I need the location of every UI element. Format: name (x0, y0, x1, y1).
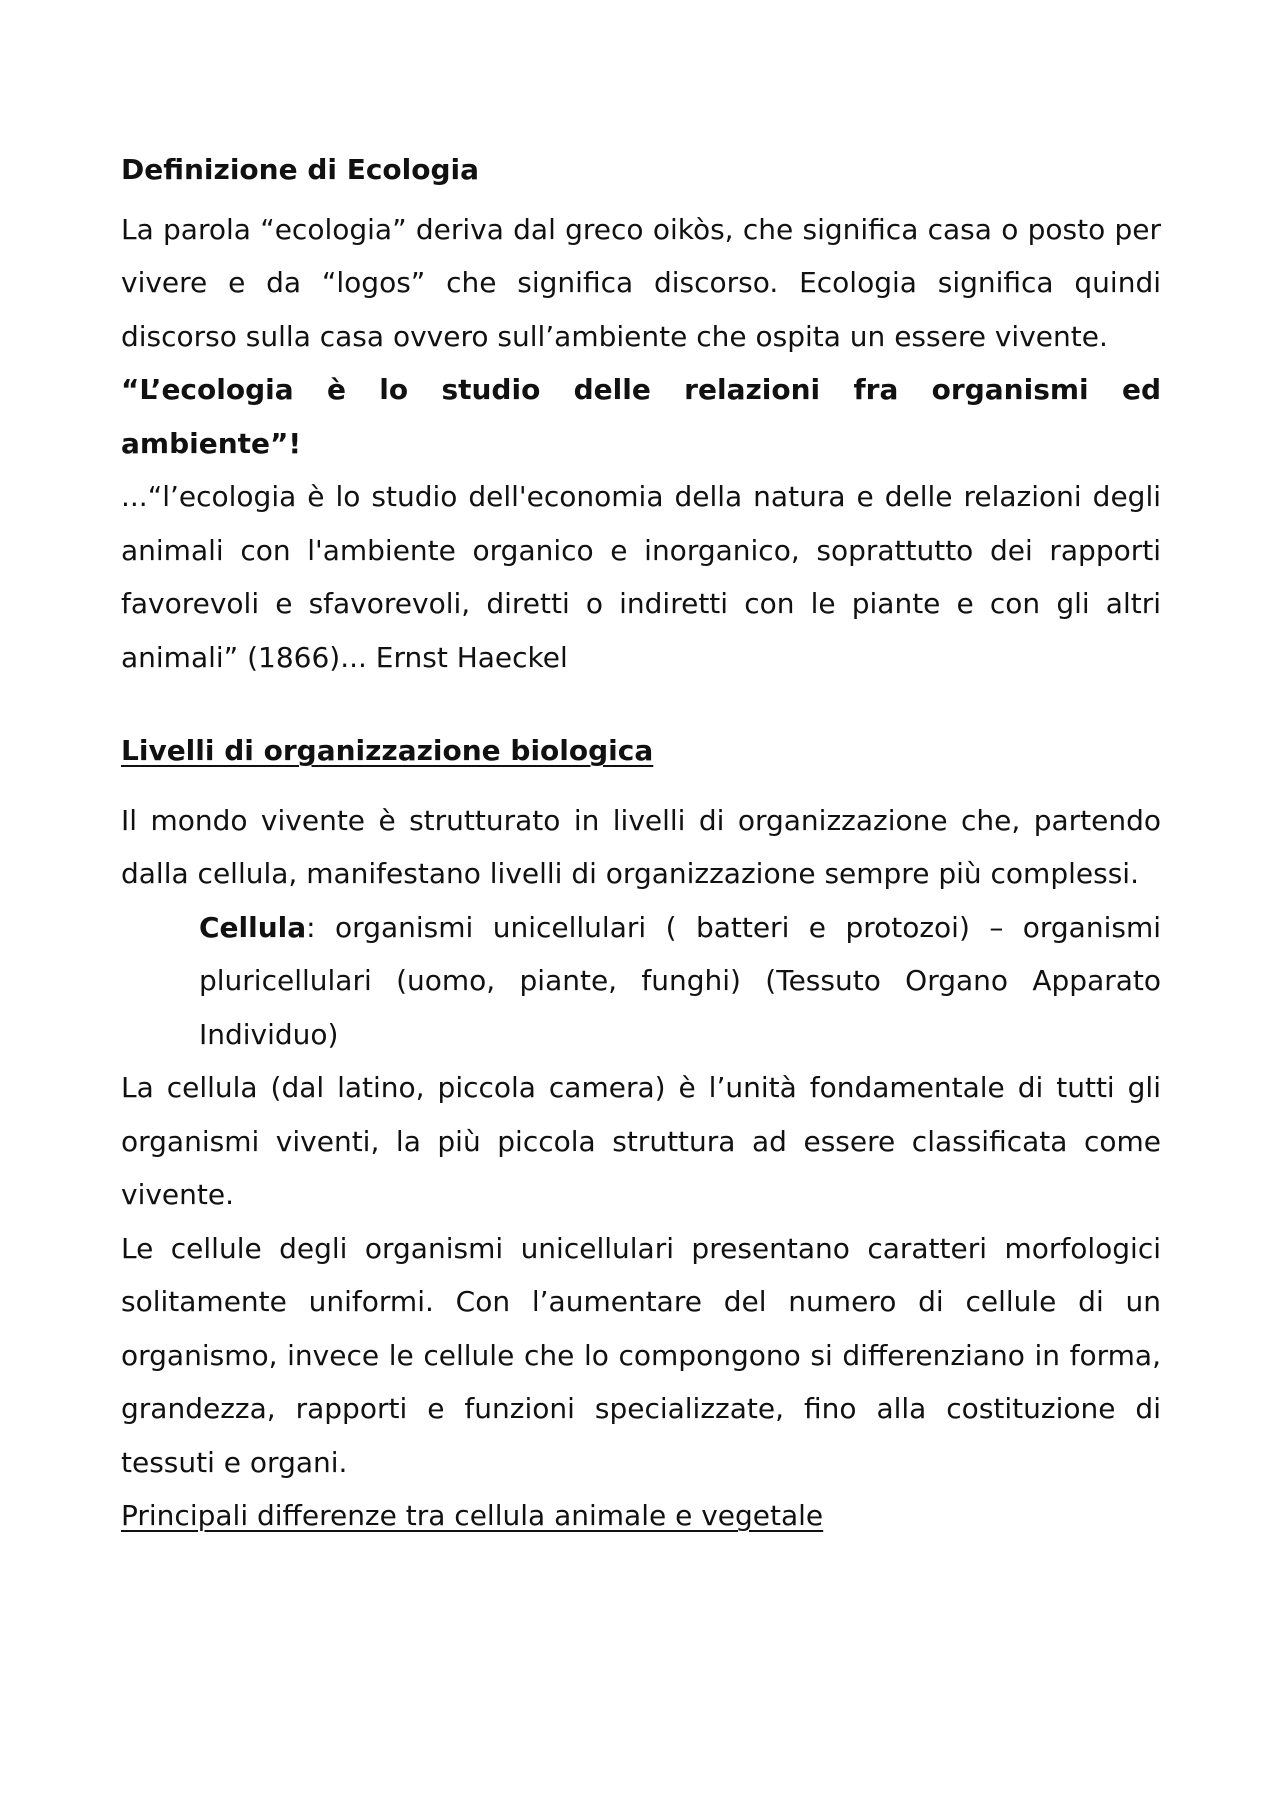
paragraph-levels-intro: Il mondo vivente è strutturato in livelli di organizzazione che, partendo dalla cellula, manifestano livelli di organizzazione sempre più complessi. (121, 803, 1161, 890)
section-title-biological-levels: Livelli di organizzazione biologica (121, 734, 654, 767)
paragraph-haeckel-quote: ...“l’ecologia è lo studio dell'economia della natura e delle relazioni degli animali con l'ambiente organico e inorganico, soprattutto dei rapporti favorevoli e sfavorevoli, diretti o indiretti con le piante e con gli altri animali” (1866)... Ernst Haeckel (121, 480, 1161, 674)
paragraph-etymology: La parola “ecologia” deriva dal greco oikòs, che significa casa o posto per vivere e da “logos” che significa discorso. Ecologia significa quindi discorso sulla casa ovvero sull’ambiente che ospita un essere vivente. (121, 212, 1161, 353)
section-spacer (121, 684, 1161, 724)
cell-level-text: : organismi unicellulari ( batteri e protozoi) – organismi pluricellulari (uomo, piante, funghi) (Tessuto Organo Apparato Individuo) (199, 910, 1161, 1051)
document-page (121, 143, 1161, 1543)
paragraph-cell-differentiation: Le cellule degli organismi unicellulari presentano caratteri morfologici solitamente uniformi. Con l’aumentare del numero di cellule di un organismo, invece le cellule che lo compongono si differenziano in forma, grandezza, rapporti e funzioni specializzate, fino alla costituzione di tessuti e organi. (121, 1231, 1161, 1479)
cell-label: Cellula (199, 910, 307, 944)
bold-quote-ecology: “L’ecologia è lo studio delle relazioni fra organismi ed ambiente”! (121, 373, 1161, 460)
section-title-ecology-definition: Definizione di Ecologia (121, 153, 480, 186)
subheading-animal-vs-plant-cell: Principali differenze tra cellula animale e vegetale (121, 1499, 824, 1532)
paragraph-cell-level (121, 901, 1161, 1062)
paragraph-cell-definition: La cellula (dal latino, piccola camera) è l’unità fondamentale di tutti gli organismi viventi, la più piccola struttura ad essere classificata come vivente. (121, 1071, 1161, 1211)
